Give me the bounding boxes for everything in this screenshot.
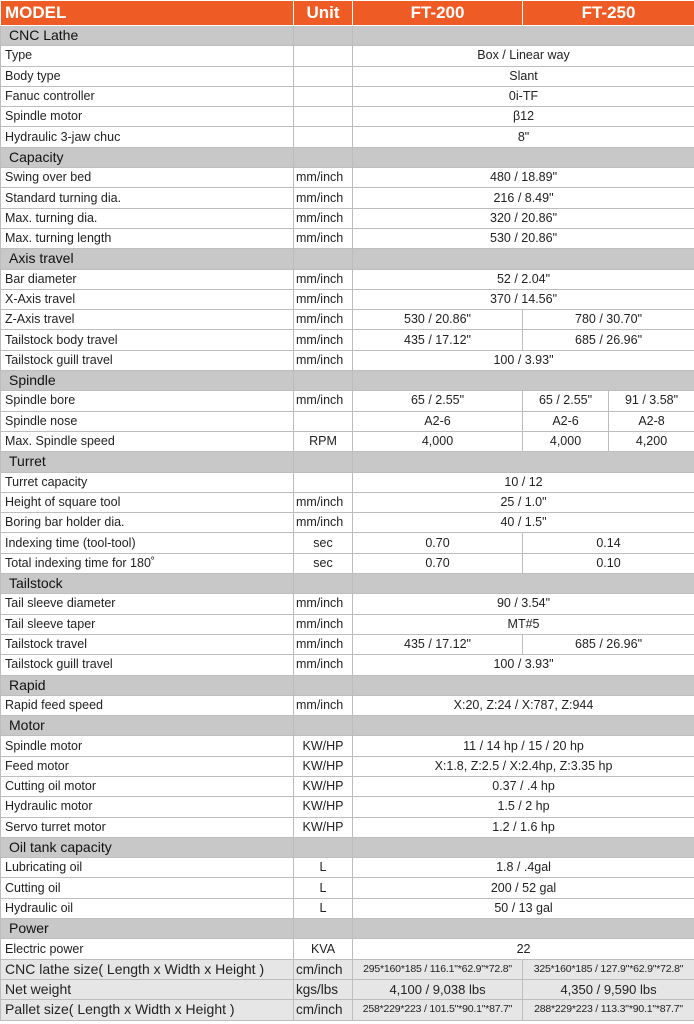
table-row: Boring bar holder dia. mm/inch 40 / 1.5" [1,513,694,533]
table-row: X-Axis travel mm/inch 370 / 14.56" [1,289,694,309]
table-row: Tailstock guill travel mm/inch 100 / 3.93" [1,350,694,370]
table-row: Electric power KVA 22 [1,939,694,959]
section-oil-tank: Oil tank capacity [1,837,694,857]
table-row: Tailstock travel mm/inch 435 / 17.12" 685 / 26.96" [1,634,694,654]
table-row: Spindle nose A2-6 A2-6 A2-8 [1,411,694,431]
table-row: Turret capacity 10 / 12 [1,472,694,492]
table-row: Hydraulic oil L 50 / 13 gal [1,898,694,918]
table-row: Swing over bed mm/inch 480 / 18.89" [1,168,694,188]
table-row: Hydraulic motor KW/HP 1.5 / 2 hp [1,797,694,817]
table-row: Spindle bore mm/inch 65 / 2.55" 65 / 2.55" 91 / 3.58" [1,391,694,411]
table-row: Rapid feed speed mm/inch X:20, Z:24 / X:787, Z:944 [1,695,694,715]
table-row: Tailstock guill travel mm/inch 100 / 3.93" [1,655,694,675]
table-row: Indexing time (tool-tool) sec 0.70 0.14 [1,533,694,553]
section-motor: Motor [1,716,694,736]
section-power: Power [1,919,694,939]
table-row: Max. Spindle speed RPM 4,000 4,000 4,200 [1,431,694,451]
section-axis-travel: Axis travel [1,249,694,269]
header-ft250: FT-250 [523,1,694,26]
table-row: Max. turning dia. mm/inch 320 / 20.86" [1,208,694,228]
table-row: Body type Slant [1,66,694,86]
table-row: Bar diameter mm/inch 52 / 2.04" [1,269,694,289]
table-row: Servo turret motor KW/HP 1.2 / 1.6 hp [1,817,694,837]
section-spindle: Spindle [1,371,694,391]
row-pallet-size: Pallet size( Length x Width x Height ) cm/inch 258*229*223 / 101.5"*90.1"*87.7" 288*229*223 / 113.3"*90.1"*87.7" [1,1000,694,1020]
table-row: Lubricating oil L 1.8 / .4gal [1,858,694,878]
table-row: Tail sleeve taper mm/inch MT#5 [1,614,694,634]
header-ft200: FT-200 [353,1,523,26]
table-row: Type Box / Linear way [1,46,694,66]
header-unit: Unit [294,1,353,26]
header-row [1,1,694,26]
section-rapid: Rapid [1,675,694,695]
table-row: Spindle motor KW/HP 11 / 14 hp / 15 / 20 hp [1,736,694,756]
row-net-weight: Net weight kgs/lbs 4,100 / 9,038 lbs 4,350 / 9,590 lbs [1,979,694,999]
table-row: Tail sleeve diameter mm/inch 90 / 3.54" [1,594,694,614]
table-row: Z-Axis travel mm/inch 530 / 20.86" 780 / 30.70" [1,310,694,330]
table-row: Spindle motor β12 [1,107,694,127]
section-capacity: Capacity [1,147,694,167]
table-row: Height of square tool mm/inch 25 / 1.0" [1,492,694,512]
section-cnc-lathe: CNC Lathe [1,26,694,46]
table-row: Hydraulic 3-jaw chuc 8" [1,127,694,147]
table-row: Total indexing time for 180˚ sec 0.70 0.10 [1,553,694,573]
section-tailstock: Tailstock [1,574,694,594]
table-row: Standard turning dia. mm/inch 216 / 8.49" [1,188,694,208]
table-row: Cutting oil motor KW/HP 0.37 / .4 hp [1,776,694,796]
table-row: Feed motor KW/HP X:1.8, Z:2.5 / X:2.4hp, Z:3.35 hp [1,756,694,776]
section-turret: Turret [1,452,694,472]
header-model: MODEL [1,1,294,26]
table-row: Fanuc controller 0i-TF [1,86,694,106]
table-row: Tailstock body travel mm/inch 435 / 17.12" 685 / 26.96" [1,330,694,350]
table-row: Cutting oil L 200 / 52 gal [1,878,694,898]
table-row: Max. turning length mm/inch 530 / 20.86" [1,228,694,248]
row-lathe-size: CNC lathe size( Length x Width x Height ) cm/inch 295*160*185 / 116.1"*62.9"*72.8" 325*160*185 / 127.9"*62.9"*72.8" [1,959,694,979]
